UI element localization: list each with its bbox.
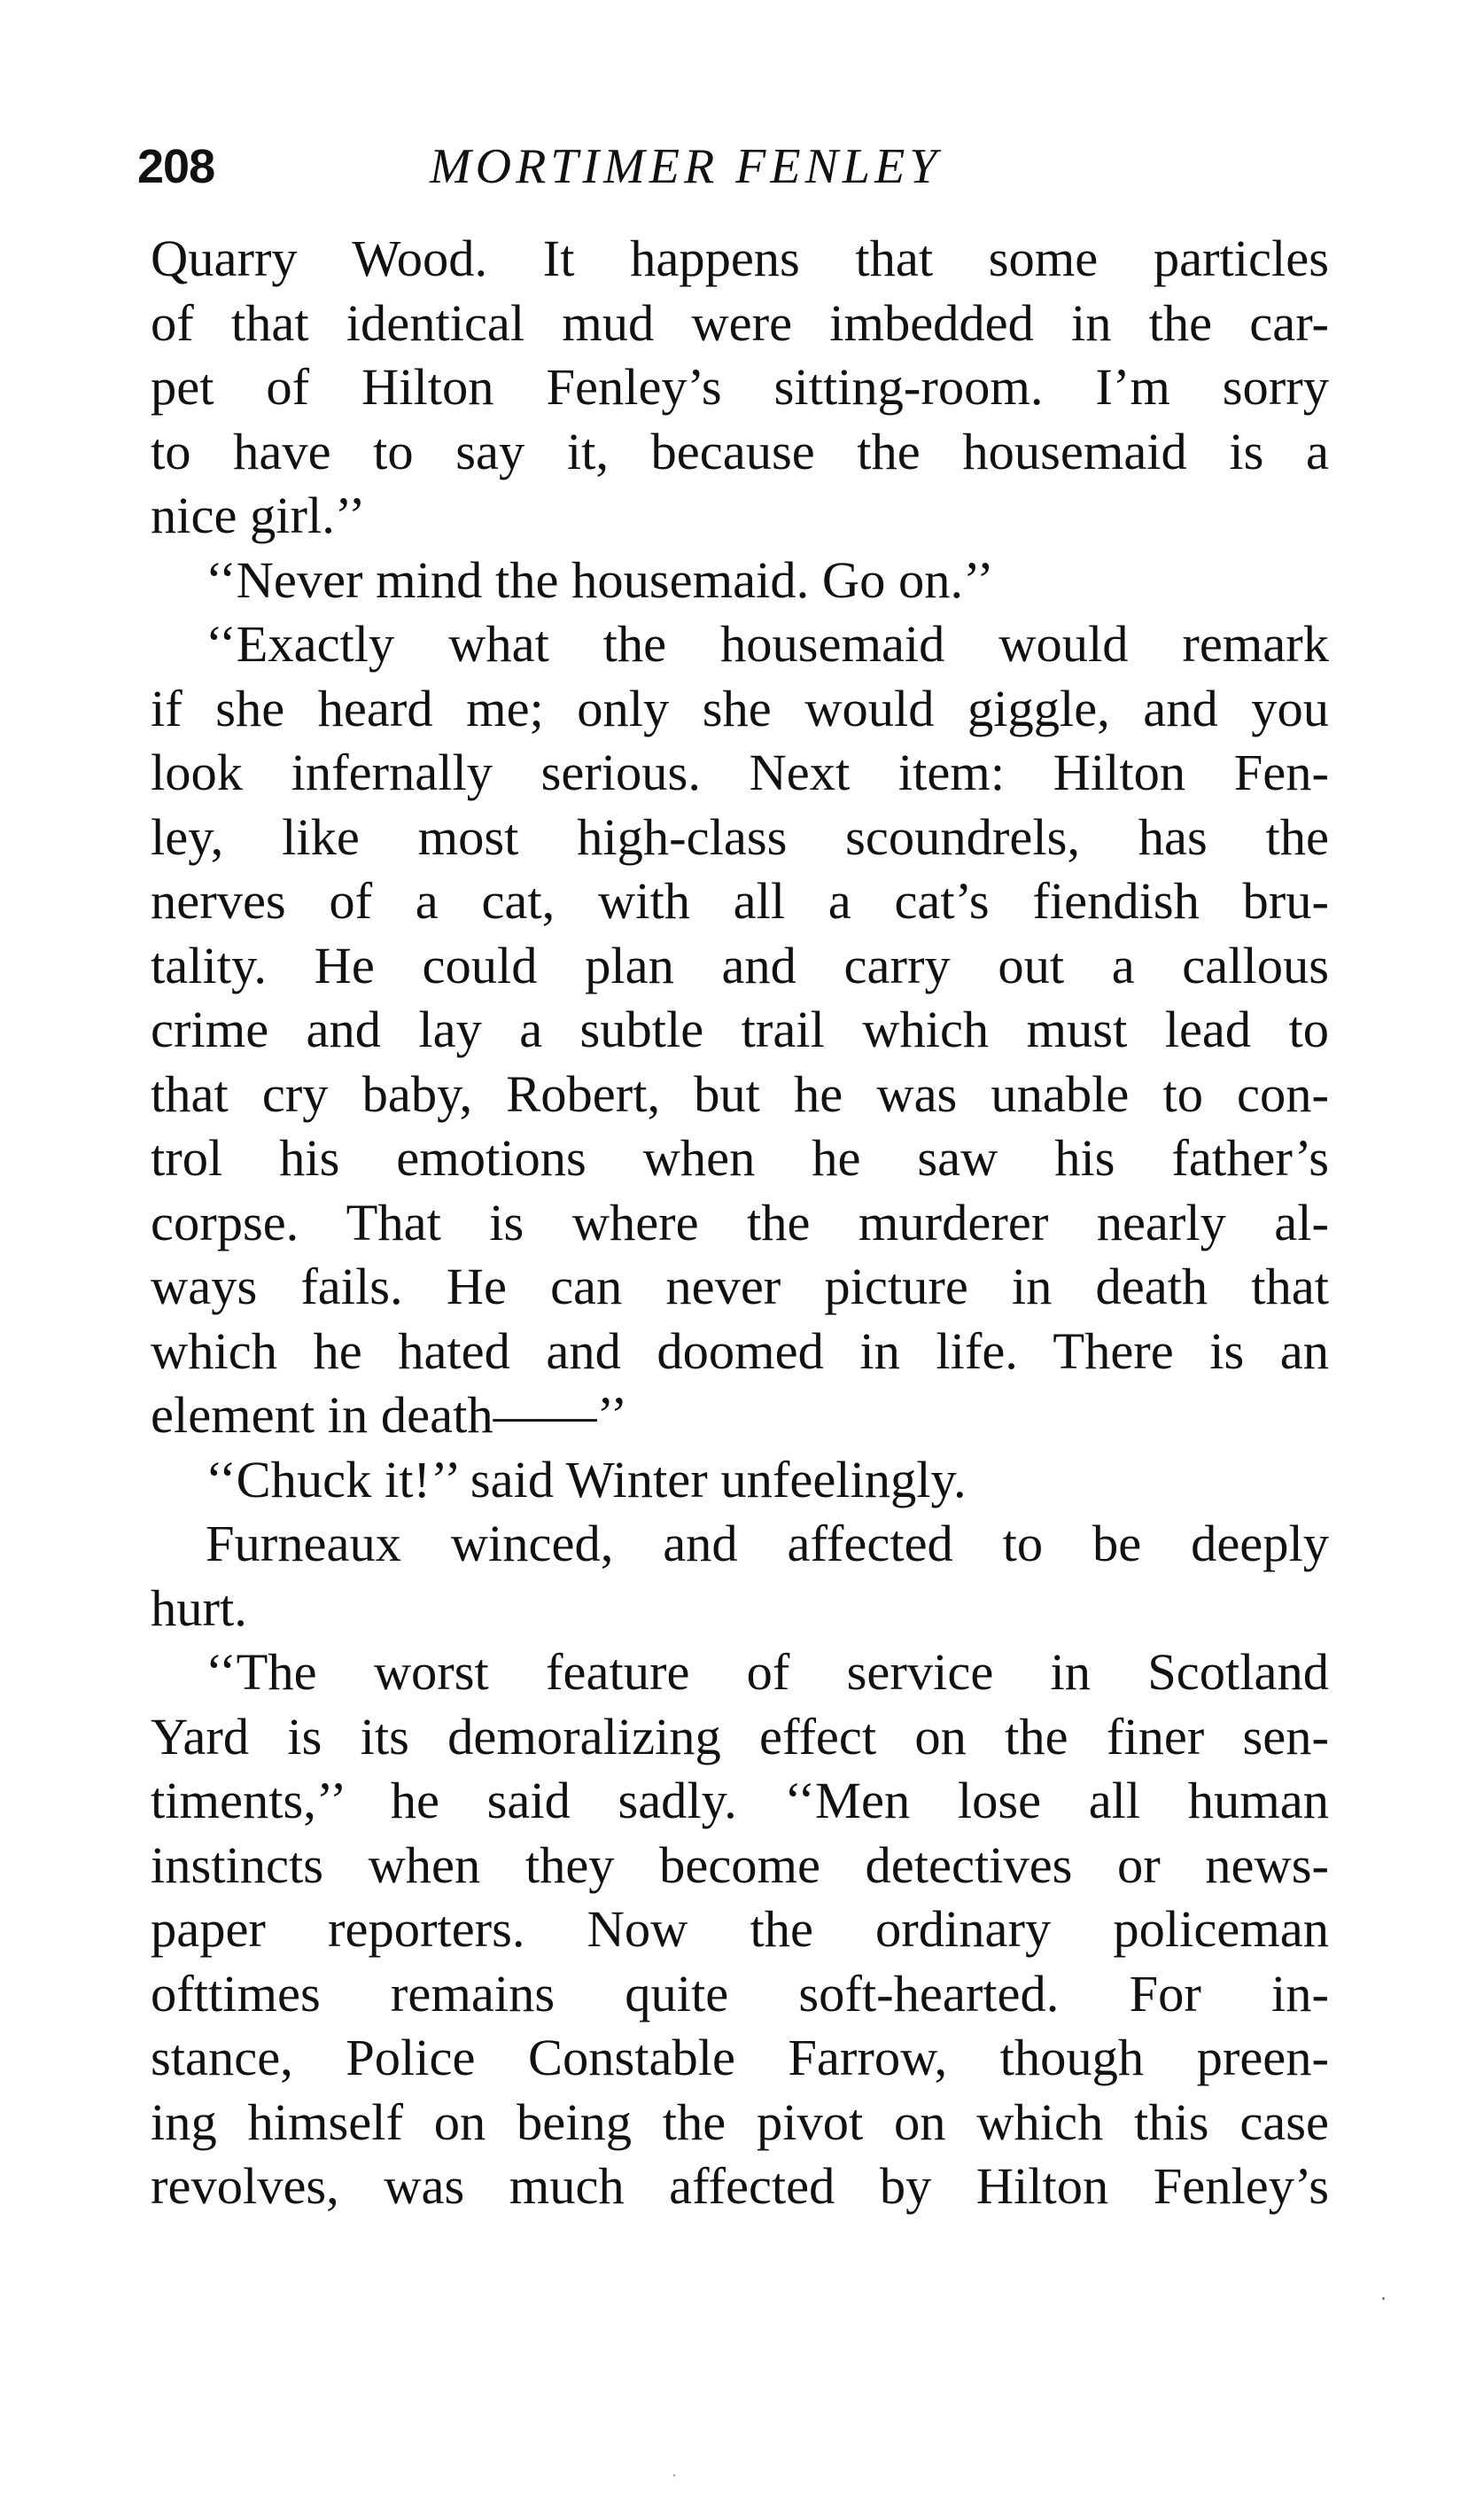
text-line: Yard is its demoralizing effect on the finer sen- bbox=[151, 1707, 1329, 1765]
text-line: stance, Police Constable Farrow, though preen- bbox=[151, 2029, 1329, 2086]
text-line: corpse. That is where the murderer nearly al- bbox=[151, 1193, 1329, 1251]
text-line: which he hated and doomed in life. There is an bbox=[151, 1321, 1329, 1380]
text-line: nice girl.’’ bbox=[151, 487, 366, 544]
text-line: ofttimes remains quite soft-hearted. For in- bbox=[151, 1964, 1329, 2022]
text-line: tality. He could plan and carry out a callous bbox=[151, 936, 1329, 994]
text-line: crime and lay a subtle trail which must lead to bbox=[151, 1001, 1329, 1058]
text-line: ley, like most high-class scoundrels, has the bbox=[151, 807, 1329, 866]
text-line: look infernally serious. Next item: Hilton Fen- bbox=[151, 744, 1329, 801]
text-line: ‘‘Chuck it!’’ said Winter unfeelingly. bbox=[206, 1450, 967, 1508]
text-line: to have to say it, because the housemaid is a bbox=[151, 422, 1329, 480]
text-line: ways fails. He can never picture in death that bbox=[151, 1258, 1329, 1315]
text-line: Quarry Wood. It happens that some particles bbox=[151, 230, 1329, 287]
running-title: MORTIMER FENLEY bbox=[430, 139, 942, 194]
text-line: ‘‘The worst feature of service in Scotland bbox=[206, 1643, 1329, 1701]
text-line: if she heard me; only she would giggle, and you bbox=[151, 679, 1329, 737]
text-line: trol his emotions when he saw his father’s bbox=[151, 1129, 1329, 1187]
text-line: ‘‘Exactly what the housemaid would remark bbox=[206, 615, 1329, 673]
text-line: element in death——’’ bbox=[151, 1386, 628, 1444]
scan-speck bbox=[1382, 2297, 1385, 2300]
text-line: hurt. bbox=[151, 1578, 247, 1637]
text-line: nerves of a cat, with all a cat’s fiendish bru- bbox=[151, 872, 1329, 930]
text-line: of that identical mud were imbedded in the car- bbox=[151, 293, 1329, 352]
text-line: revolves, was much affected by Hilton Fenley’s bbox=[151, 2157, 1329, 2215]
text-line: paper reporters. Now the ordinary policeman bbox=[151, 1900, 1329, 1958]
text-line: pet of Hilton Fenley’s sitting-room. I’m sorry bbox=[151, 358, 1329, 416]
text-line: that cry baby, Robert, but he was unable to con- bbox=[151, 1064, 1329, 1123]
scan-speck bbox=[673, 2474, 675, 2476]
body-text bbox=[151, 227, 1329, 2219]
text-line: ing himself on being the pivot on which this case bbox=[151, 2092, 1329, 2151]
page-number: 208 bbox=[137, 140, 215, 193]
text-line: Furneaux winced, and affected to be deeply bbox=[206, 1515, 1329, 1572]
page-header bbox=[137, 131, 1316, 202]
text-line: instincts when they become detectives or news- bbox=[151, 1835, 1329, 1894]
text-line: ‘‘Never mind the housemaid. Go on.’’ bbox=[206, 550, 994, 609]
text-line: timents,’’ he said sadly. ‘‘Men lose all human bbox=[151, 1772, 1329, 1829]
